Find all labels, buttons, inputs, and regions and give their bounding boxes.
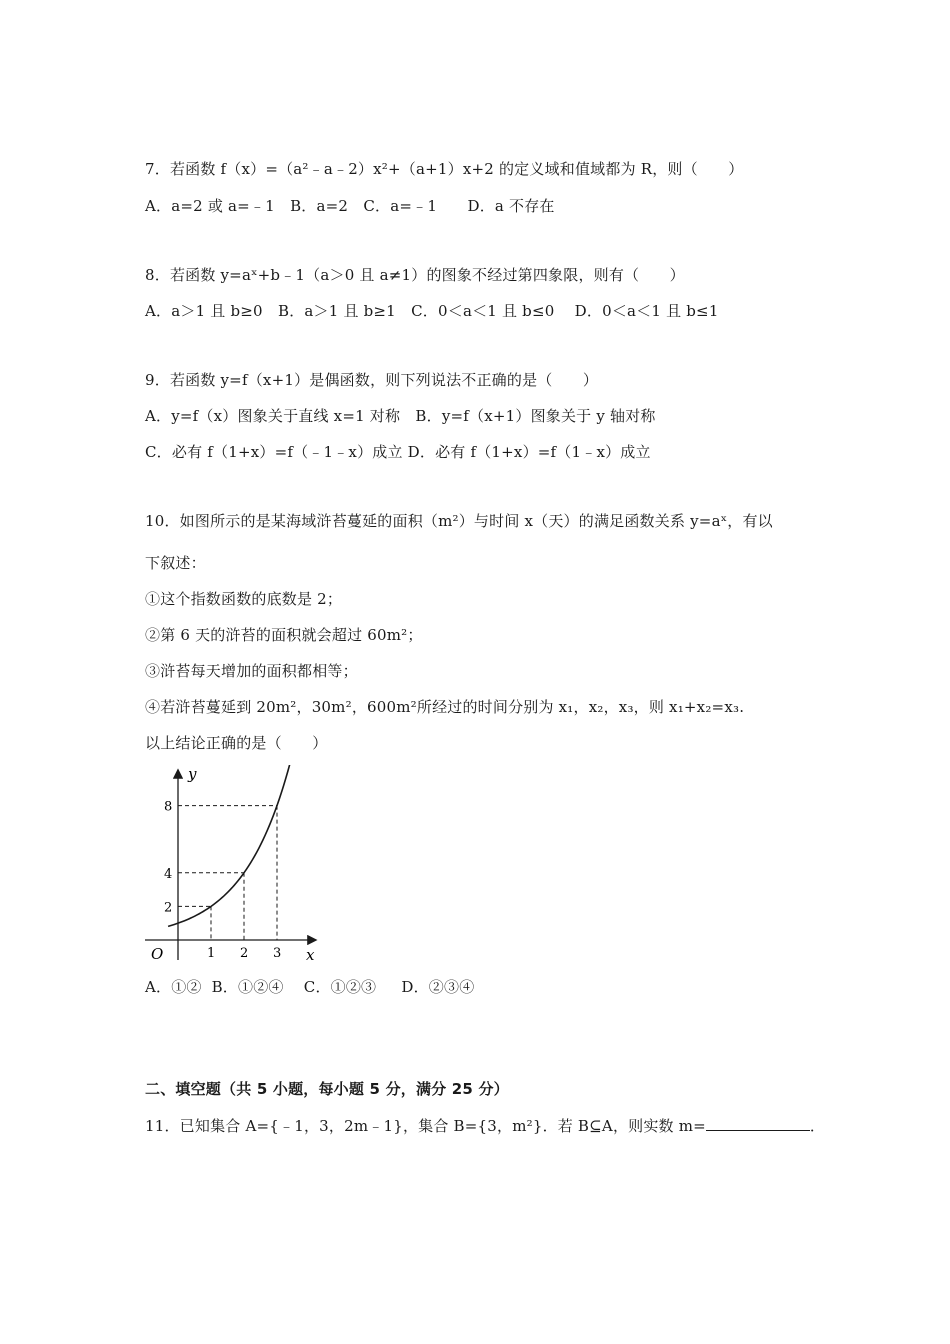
x-axis-label: x (306, 946, 315, 964)
y-axis-label: y (188, 765, 197, 783)
q11-tail: ． (809, 1117, 826, 1135)
q9-options-cd: C．必有 f（1+x）=f（﹣1﹣x）成立 D．必有 f（1+x）=f（1﹣x）成立 (145, 443, 651, 461)
answer-blank[interactable] (706, 1115, 810, 1131)
q7-stem: 7．若函数 f（x）=（a²﹣a﹣2）x²+（a+1）x+2 的定义域和值域都为 R，则（ ） (145, 160, 744, 178)
q9-options-ab: A．y=f（x）图象关于直线 x=1 对称 B．y=f（x+1）图象关于 y 轴对称 (145, 407, 656, 425)
q10-prompt: 以上结论正确的是（ ） (145, 734, 328, 752)
x-tick-label-3: 3 (273, 946, 282, 961)
y-tick-label-2: 2 (164, 900, 173, 916)
exponential-curve (168, 765, 292, 926)
q11-stem: 11．已知集合 A={﹣1，3，2m﹣1}，集合 B={3，m²}．若 B⊆A，则实数 m= (145, 1117, 706, 1135)
y-tick-label-8: 8 (164, 799, 173, 815)
q10-statement-4: ④若浒苔蔓延到 20m²，30m²，600m²所经过的时间分别为 x₁，x₂，x₃，则 x₁+x₂=x₃. (145, 698, 745, 716)
q10-stem-line1: 10．如图所示的是某海域浒苔蔓延的面积（m²）与时间 x（天）的满足函数关系 y=aˣ，有以 (145, 512, 773, 530)
q8-stem: 8．若函数 y=aˣ+b﹣1（a＞0 且 a≠1）的图象不经过第四象限，则有（ ） (145, 266, 685, 284)
q8-options: A．a＞1 且 b≥0 B．a＞1 且 b≥1 C．0＜a＜1 且 b≤0 D．0＜a＜1 且 b≤1 (145, 302, 719, 320)
q9-stem: 9．若函数 y=f（x+1）是偶函数，则下列说法不正确的是（ ） (145, 371, 599, 389)
q10-statement-1: ①这个指数函数的底数是 2； (145, 590, 343, 608)
x-tick-label-1: 1 (207, 946, 216, 961)
exponential-graph (143, 765, 323, 965)
y-tick-label-4: 4 (164, 866, 173, 882)
q11-line (145, 1115, 825, 1136)
q10-options: A．①② B．①②④ C．①②③ D．②③④ (145, 978, 475, 996)
q10-stem-line2: 下叙述： (145, 554, 206, 572)
origin-label: O (151, 945, 164, 963)
q7-options: A．a=2 或 a=﹣1 B．a=2 C．a=﹣1 D．a 不存在 (145, 197, 555, 215)
q10-statement-3: ③浒苔每天增加的面积都相等； (145, 662, 358, 680)
section-2-heading: 二、填空题（共 5 小题，每小题 5 分，满分 25 分） (145, 1080, 509, 1098)
x-tick-label-2: 2 (240, 946, 249, 961)
q10-statement-2: ②第 6 天的浒苔的面积就会超过 60m²； (145, 626, 423, 644)
